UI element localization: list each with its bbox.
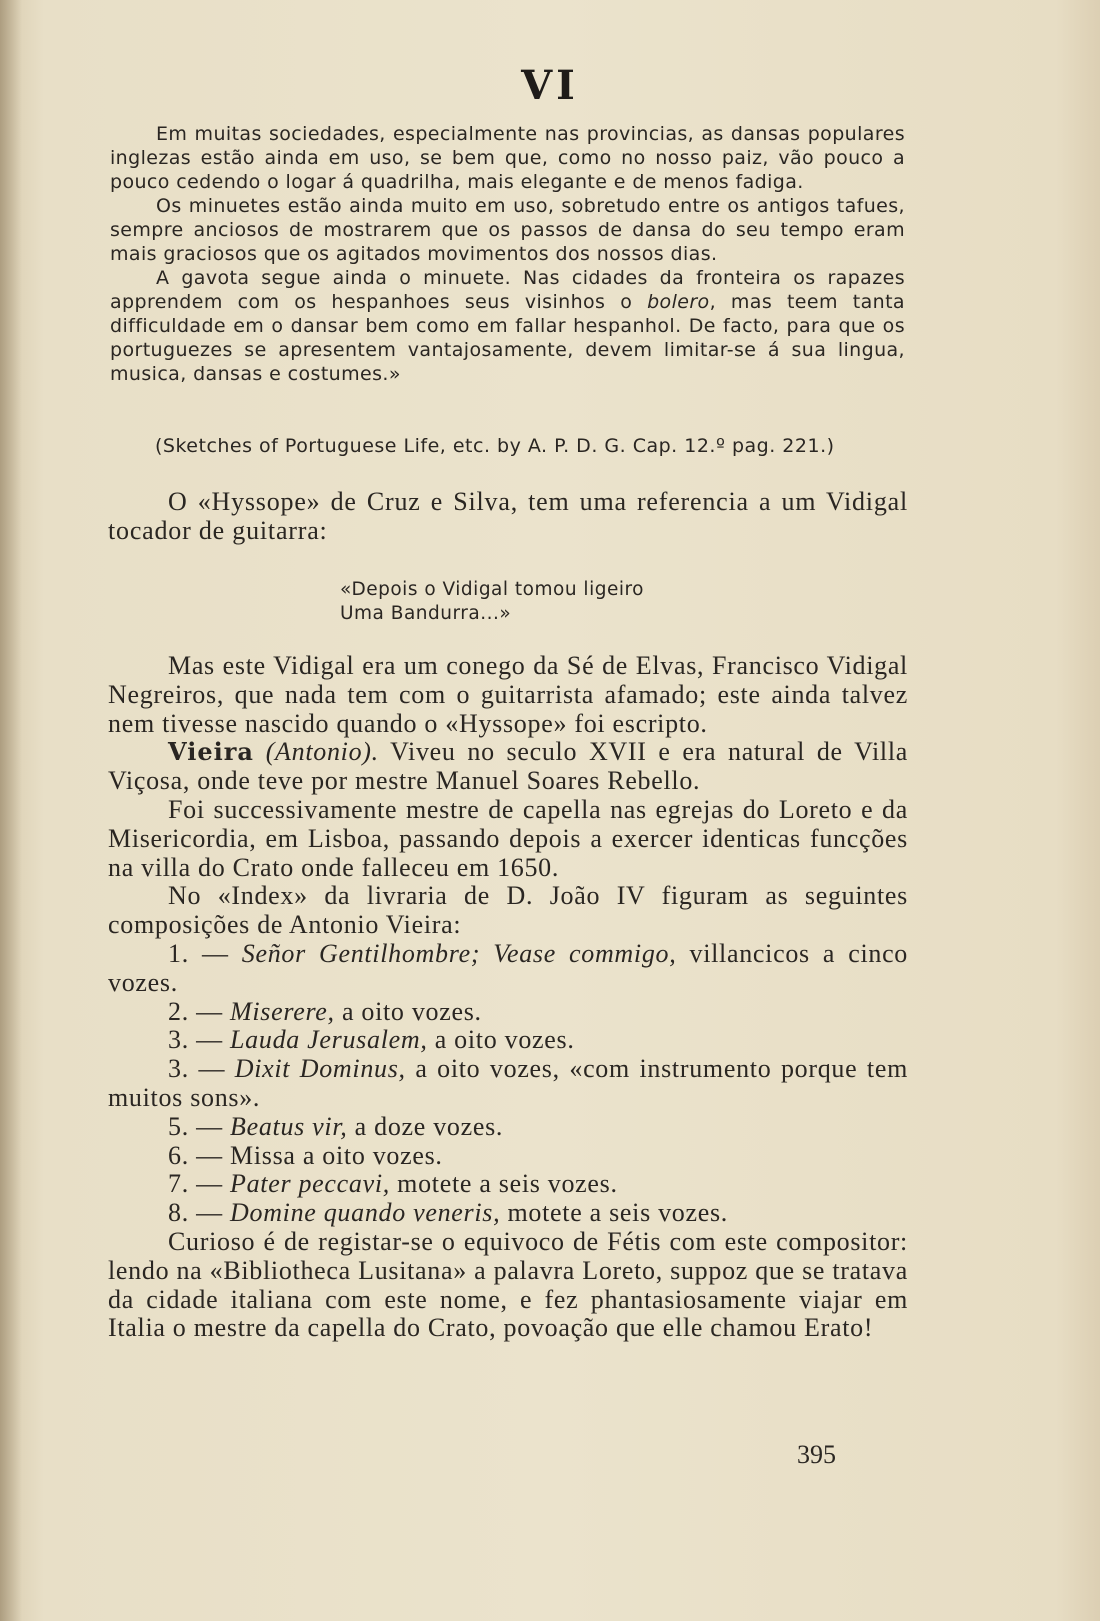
quote-paragraph-1: Em muitas sociedades, especialmente nas provincias, as dansas populares inglezas estão ainda em uso, se bem que, como no nosso paiz, vão pouco a pouco cedendo o logar á quadrilha, mais elegante e de menos fadiga. xyxy=(110,123,905,193)
work-title: Beatus vir, xyxy=(230,1111,348,1141)
main-body xyxy=(108,652,908,1343)
work-number: 6. — xyxy=(168,1140,223,1170)
hyssope-intro-block xyxy=(108,487,908,545)
work-item xyxy=(108,1026,908,1055)
index-intro-paragraph: No «Index» da livraria de D. João IV figuram as seguintes composições de Antonio Vieira: xyxy=(108,881,908,940)
work-number: 3. — xyxy=(168,1054,226,1084)
work-item xyxy=(108,998,908,1027)
entry-given-name: (Antonio). xyxy=(265,737,379,767)
quoted-passage xyxy=(110,122,905,386)
quote-italic-bolero: bolero xyxy=(647,291,710,313)
work-item xyxy=(108,1113,908,1142)
work-description: a oito vozes. xyxy=(427,1025,575,1055)
work-description: a doze vozes. xyxy=(347,1111,504,1141)
work-description: a oito vozes. xyxy=(334,996,482,1026)
work-description: motete a seis vozes. xyxy=(500,1198,729,1228)
work-description: motete a seis vozes. xyxy=(389,1169,618,1199)
vieira-text: Viveu no seculo XVII e era natural de Villa Viçosa, onde teve por mestre Manuel Soares Rebello. xyxy=(108,737,909,796)
work-description: Missa a oito vozes. xyxy=(230,1140,443,1170)
mestre-paragraph: Foi successivamente mestre de capella nas egrejas do Loreto e da Misericordia, em Lisboa, passando depois a exercer identicas funcções na villa do Crato onde falleceu em 1650. xyxy=(108,794,908,882)
entry-name-vieira: Vieira xyxy=(168,737,254,767)
work-title: Lauda Jerusalem, xyxy=(230,1025,428,1055)
work-item xyxy=(108,940,908,998)
work-item xyxy=(108,1142,908,1171)
quote-paragraph-3-end: , mas teem tanta difficuldade em o dansar bem como em fallar hespanhol. De facto, para que os portuguezes se apresentem vantajosamente, devem limitar-se á sua lingua, musica, dansas e costumes.» xyxy=(110,291,905,385)
work-number: 1. — xyxy=(168,938,229,968)
verse-quote xyxy=(340,578,840,626)
work-title: Domine quando veneris, xyxy=(230,1198,501,1228)
work-item xyxy=(108,1055,908,1113)
work-number: 7. — xyxy=(168,1169,223,1199)
quote-paragraph-2: Os minuetes estão ainda muito em uso, sobretudo entre os antigos tafues, sempre anciosos de mostrarem que os passos de dansa do seu tempo eram mais graciosos que os agitados movimentos dos nossos dias. xyxy=(110,195,905,265)
work-number: 5. — xyxy=(168,1111,223,1141)
work-number: 8. — xyxy=(168,1198,223,1228)
work-item xyxy=(108,1199,908,1228)
work-number: 3. — xyxy=(168,1025,223,1055)
work-description: a oito vozes, «com instrumento porque tem muitos sons». xyxy=(108,1054,908,1112)
work-title: Señor Gentilhombre; Vease commigo, xyxy=(241,938,677,968)
hyssope-intro: O «Hyssope» de Cruz e Silva, tem uma referencia a um Vidigal tocador de guitarra: xyxy=(108,487,908,545)
page-number: 395 xyxy=(797,1440,836,1469)
work-title: Dixit Dominus, xyxy=(234,1054,406,1084)
work-item xyxy=(108,1170,908,1199)
closing-paragraph: Curioso é de registar-se o equivoco de Fétis com este compositor: lendo na «Bibliotheca Lusitana» a palavra Loreto, suppoz que se tratava da cidade italiana com este nome, e fez phantasiosamente viajar em Italia o mestre da capella do Crato, povoação que elle chamou Erato! xyxy=(108,1226,908,1343)
work-title: Miserere, xyxy=(230,996,335,1026)
quote-paragraph-3-start: A gavota segue ainda o minuete. Nas cidades da fronteira os rapazes apprendem com os hespanhoes seus visinhos o xyxy=(110,267,905,313)
citation: (Sketches of Portuguese Life, etc. by A. P. D. G. Cap. 12.º pag. 221.) xyxy=(155,435,835,457)
vidigal-paragraph: Mas este Vidigal era um conego da Sé de Elvas, Francisco Vidigal Negreiros, que nada tem com o guitarrista afamado; este ainda talvez nem tivesse nascido quando o «Hyssope» foi escripto. xyxy=(108,651,908,738)
chapter-heading: VI xyxy=(521,62,579,109)
vieira-paragraph xyxy=(108,738,908,796)
work-number: 2. — xyxy=(168,996,223,1026)
page-edge-shadow xyxy=(0,0,22,1621)
work-title: Pater peccavi, xyxy=(230,1169,390,1199)
verse-line-2: Uma Bandurra...» xyxy=(340,603,512,624)
verse-line-1: «Depois o Vidigal tomou ligeiro xyxy=(340,579,644,600)
quote-paragraph-3 xyxy=(110,266,905,386)
work-description: villancicos a cinco vozes. xyxy=(108,938,909,997)
